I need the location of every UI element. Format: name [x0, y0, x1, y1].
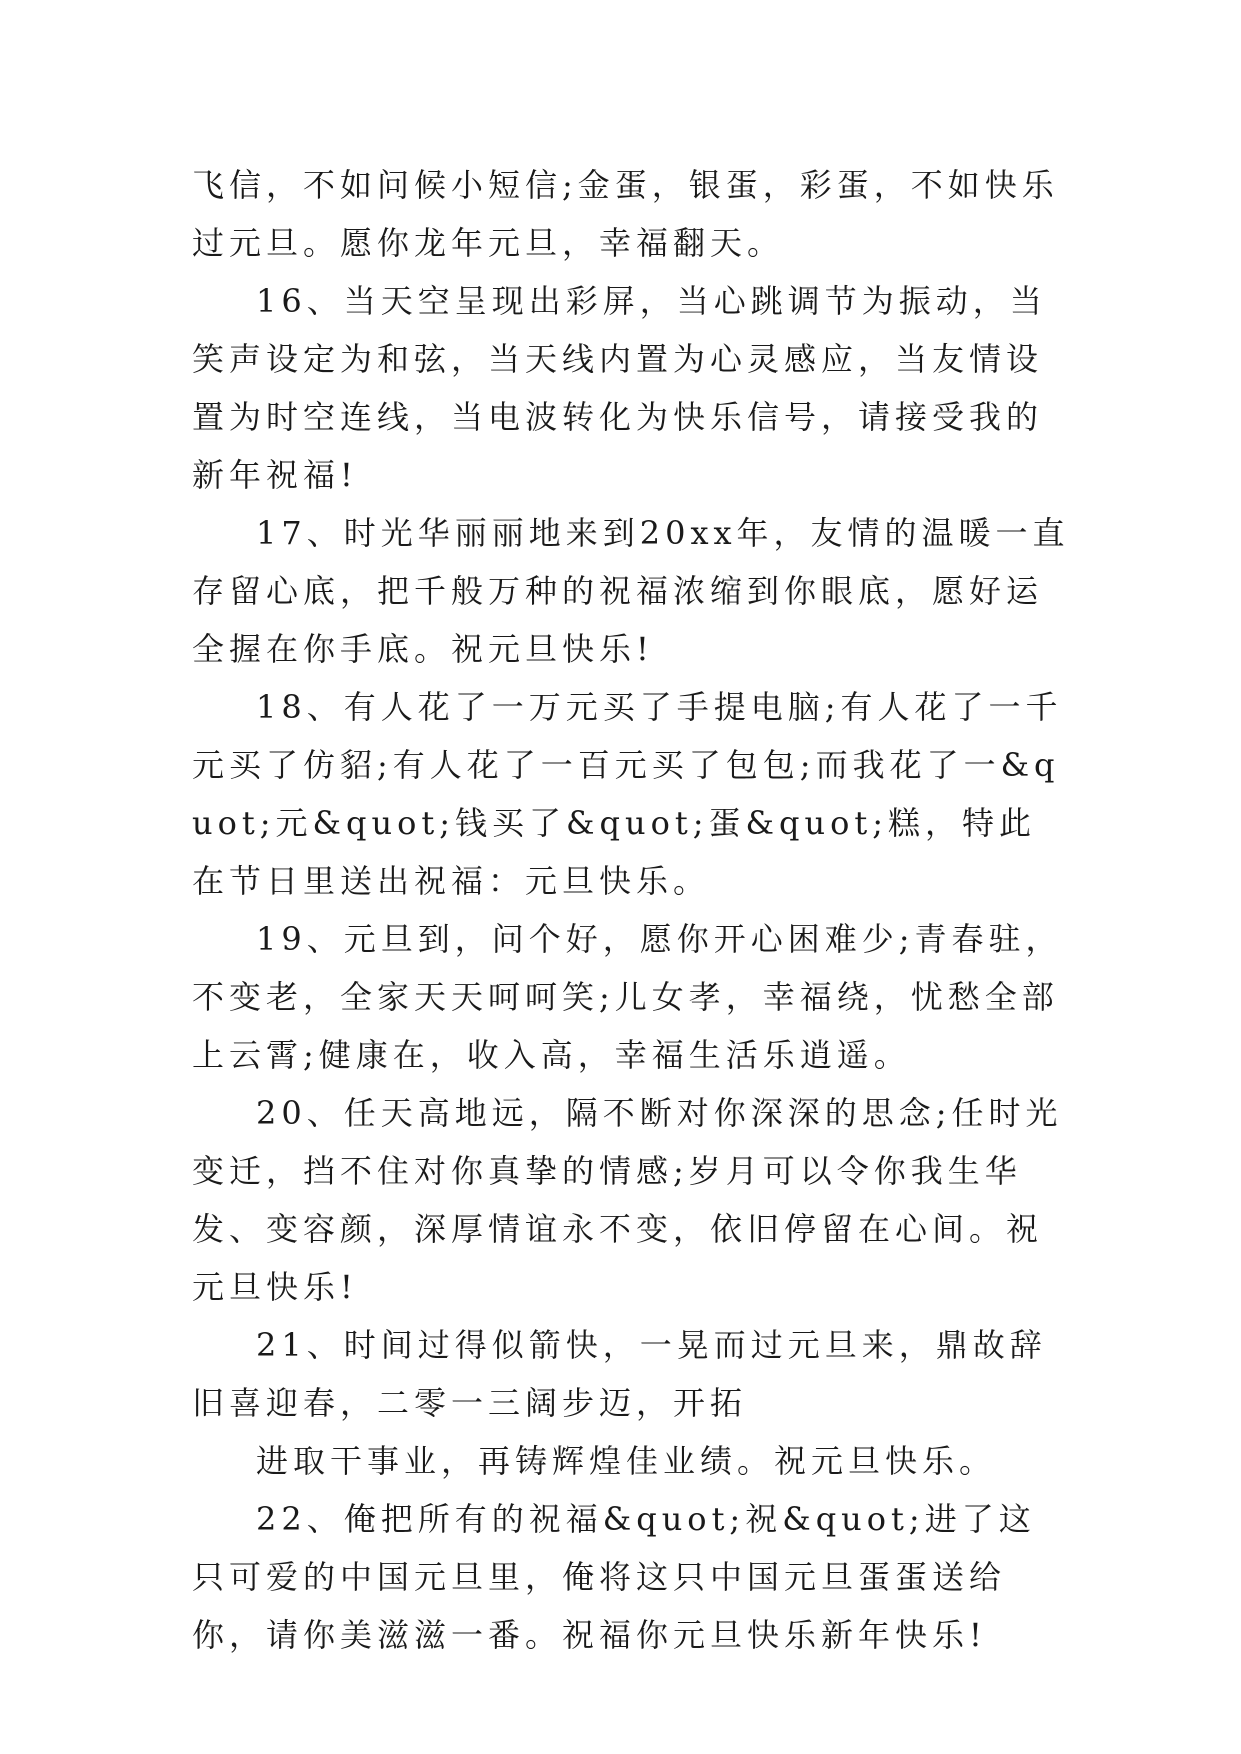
paragraph-19: 19、元旦到，问个好，愿你开心困难少;青春驻，不变老，全家天天呵呵笑;儿女孝，幸福绕，忧愁全部上云霄;健康在，收入高，幸福生活乐逍遥。 [192, 920, 1063, 1074]
paragraph-18: 18、有人花了一万元买了手提电脑;有人花了一千元买了仿貂;有人花了一百元买了包包;而我花了一&quot;元&quot;钱买了&quot;蛋&quot;糕，特此在节日里送出祝福：元旦快乐。 [192, 688, 1063, 900]
paragraph-17: 17、时光华丽丽地来到20xx年，友情的温暖一直存留心底，把千般万种的祝福浓缩到你眼底，愿好运全握在你手底。祝元旦快乐! [192, 514, 1070, 668]
paragraph-16: 16、当天空呈现出彩屏，当心跳调节为振动，当笑声设定为和弦，当天线内置为心灵感应，当友情设置为时空连线，当电波转化为快乐信号，请接受我的新年祝福! [192, 282, 1047, 494]
document-body [192, 156, 1072, 1664]
paragraph-22: 22、俺把所有的祝福&quot;祝&quot;进了这只可爱的中国元旦里，俺将这只中国元旦蛋蛋送给你，请你美滋滋一番。祝福你元旦快乐新年快乐! [192, 1500, 1036, 1654]
paragraph-21: 21、时间过得似箭快，一晃而过元旦来，鼎故辞旧喜迎春，二零一三阔步迈，开拓 [192, 1326, 1047, 1422]
paragraph-intro: 飞信，不如问候小短信;金蛋，银蛋，彩蛋，不如快乐过元旦。愿你龙年元旦，幸福翻天。 [192, 166, 1059, 262]
paragraph-20: 20、任天高地远，隔不断对你深深的思念;任时光变迁，挡不住对你真挚的情感;岁月可以令你我生华发、变容颜，深厚情谊永不变，依旧停留在心间。祝元旦快乐! [192, 1094, 1063, 1306]
paragraph-21-continued: 进取干事业，再铸辉煌佳业绩。祝元旦快乐。 [256, 1442, 997, 1480]
